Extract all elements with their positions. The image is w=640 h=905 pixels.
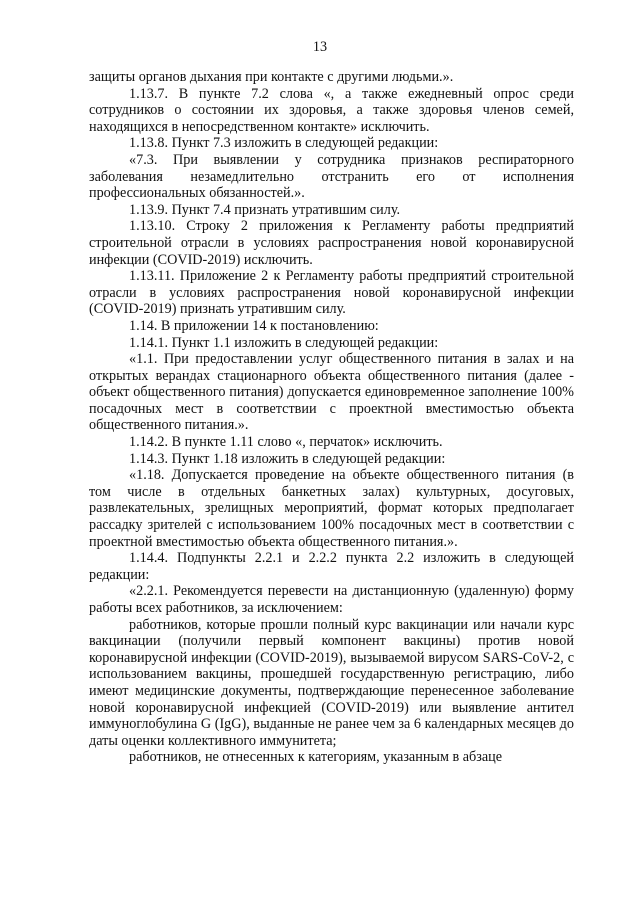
paragraph-1-13-8: 1.13.8. Пункт 7.3 изложить в следующей редакции: bbox=[129, 135, 439, 152]
paragraph-1-13-7: 1.13.7. В пункте 7.2 слова «, а также ежедневный опрос среди сотрудников о состоянии их здоровья, а также здоровья членов семей, находящихся в непосредственном контакте» исключить. bbox=[89, 85, 574, 135]
paragraph-1-14-4: 1.14.4. Подпункты 2.2.1 и 2.2.2 пункта 2.2 изложить в следующей редакции: bbox=[89, 550, 574, 583]
paragraph-1-13-11: 1.13.11. Приложение 2 к Регламенту работы предприятий строительной отрасли в условиях распространения новой коронавирусной инфекции (COVID-2019) признать утратившим силу. bbox=[89, 268, 574, 318]
paragraph-workers-vaccinated: работников, которые прошли полный курс вакцинации или начали курс вакцинации (получили первый компонент вакцины) против новой коронавирусной инфекции (COVID-2019), вызываемой вирусом SARS-CoV-2, с использованием вакцины, прошедшей государственную регистрацию, либо имеют медицинские документы, подтверждающие перенесенное заболевание новой коронавирусной инфекцией (COVID-2019) или выявление антител иммуноглобулина G (IgG), выданные не ранее чем за 6 календарных месяцев до даты оценки коллективного иммунитета; bbox=[89, 616, 574, 749]
paragraph-quote-2-2-1: «2.2.1. Рекомендуется перевести на дистанционную (удаленную) форму работы всех работников, за исключением: bbox=[89, 583, 574, 616]
document-body bbox=[89, 69, 574, 766]
paragraph-1-14-3: 1.14.3. Пункт 1.18 изложить в следующей редакции: bbox=[129, 450, 446, 467]
paragraph-quote-1-18: «1.18. Допускается проведение на объекте общественного питания (в том числе в отдельных банкетных залах) культурных, досуговых, развлекательных, зрелищных мероприятий, формат которых предполагает рассадку зрителей с использованием 100% посадочных мест в соответствии с проектной вместимостью объекта общественного питания.». bbox=[89, 467, 574, 550]
paragraph-1-14: 1.14. В приложении 14 к постановлению: bbox=[129, 317, 379, 334]
paragraph-1-13-10: 1.13.10. Строку 2 приложения к Регламенту работы предприятий строительной отрасли в условиях распространения новой коронавирусной инфекции (COVID-2019) исключить. bbox=[89, 218, 574, 268]
paragraph-workers-not-categorized: работников, не отнесенных к категориям, указанным в абзаце bbox=[129, 749, 503, 766]
paragraph-quote-1-1: «1.1. При предоставлении услуг общественного питания в залах и на открытых верандах стационарного объекта общественного питания (далее - объект общественного питания) допускается единовременное заполнение 100% посадочных мест в соответствии с проектной вместимостью объекта общественного питания.». bbox=[89, 351, 574, 434]
paragraph-1-14-1: 1.14.1. Пункт 1.1 изложить в следующей редакции: bbox=[129, 334, 439, 351]
paragraph-1-14-2: 1.14.2. В пункте 1.11 слово «, перчаток» исключить. bbox=[129, 434, 443, 451]
page-number: 13 bbox=[312, 39, 328, 55]
paragraph-continuation: защиты органов дыхания при контакте с другими людьми.». bbox=[89, 69, 454, 85]
paragraph-1-13-9: 1.13.9. Пункт 7.4 признать утратившим силу. bbox=[129, 201, 401, 218]
paragraph-quote-7-3: «7.3. При выявлении у сотрудника признаков респираторного заболевания незамедлительно отстранить его от исполнения профессиональных обязанностей.». bbox=[89, 151, 574, 202]
